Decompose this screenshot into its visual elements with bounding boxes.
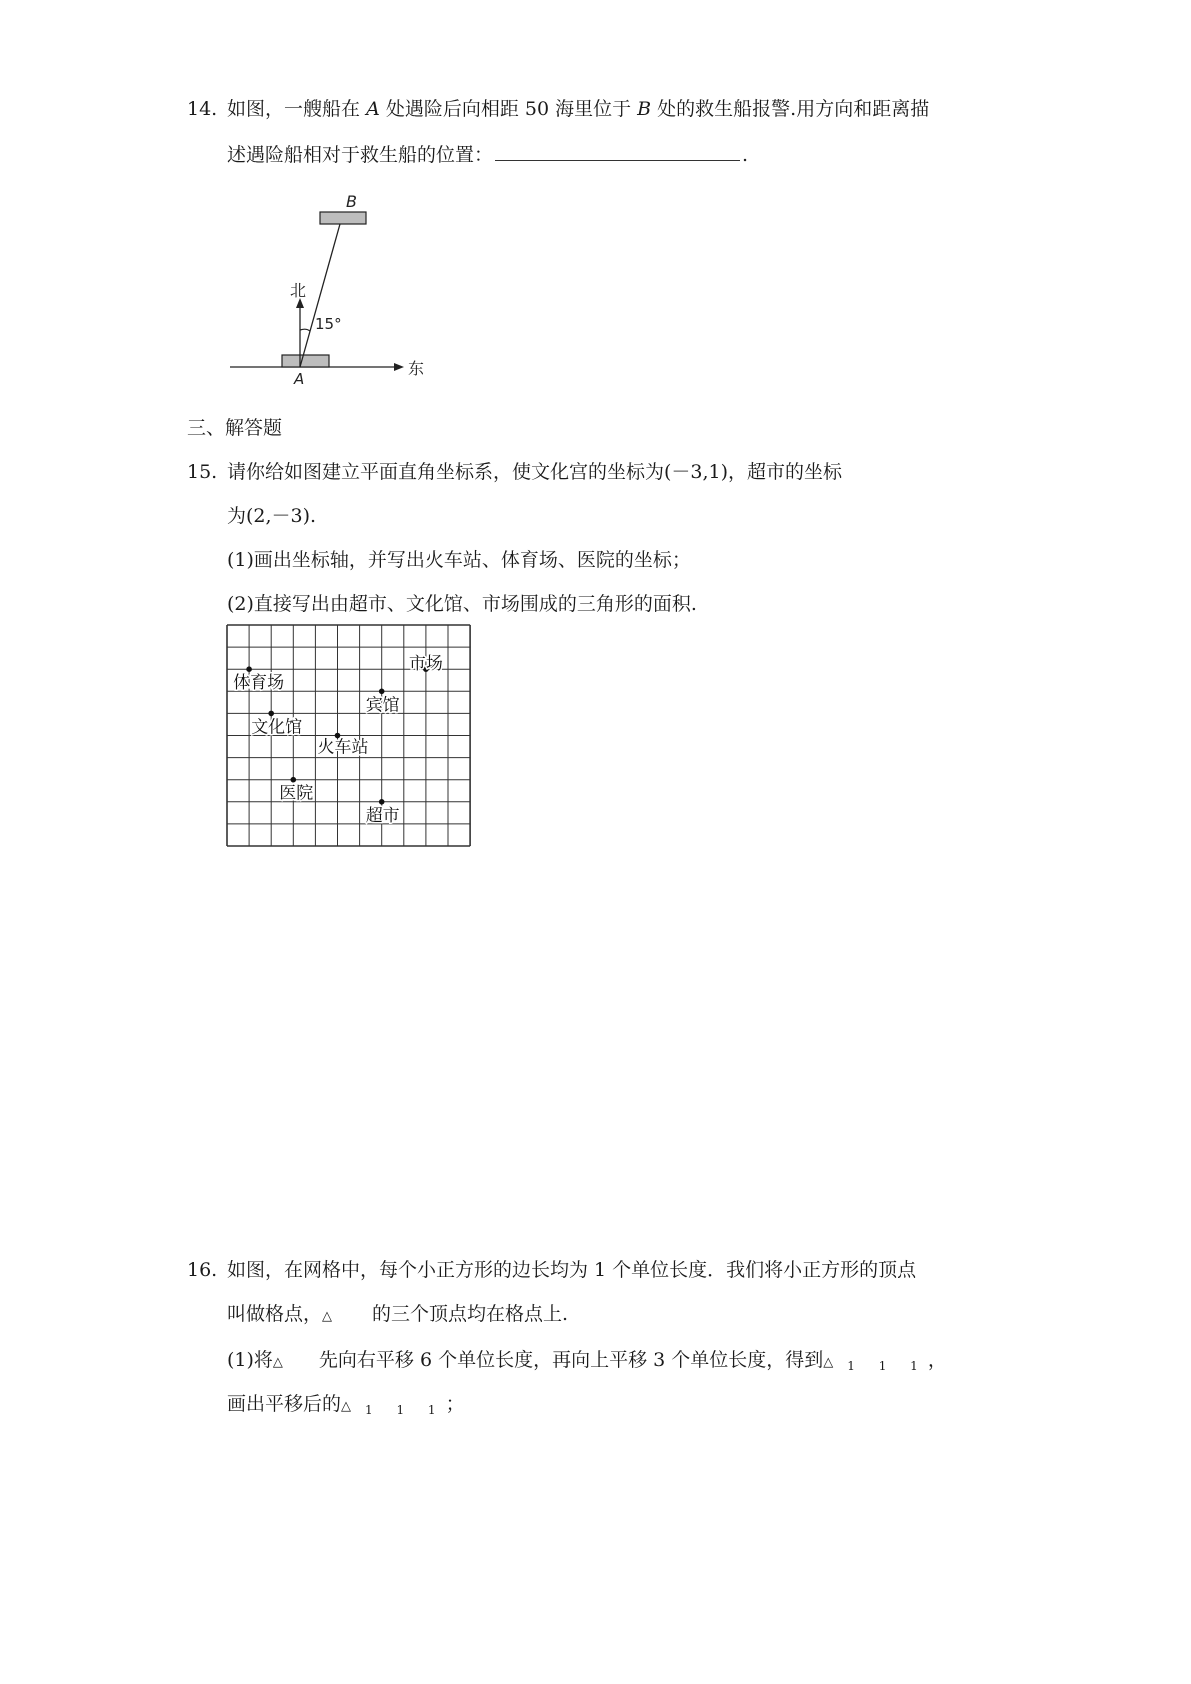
- q14-text-3: 处的救生船报警.用方向和距离描: [657, 98, 930, 120]
- question-16-line-2: [227, 1302, 568, 1329]
- q16-text-1: 叫做格点，: [227, 1303, 323, 1325]
- q14-text-4: 述遇险船相对于救生船的位置：: [227, 144, 494, 166]
- q14-text-1: 如图，一艘船在: [227, 98, 361, 120]
- triangle-symbol: △: [341, 1399, 352, 1414]
- subscripts: 1 1 1: [847, 1359, 928, 1373]
- place-label: 市场: [408, 654, 443, 675]
- angle-arc: [300, 329, 310, 331]
- label-east: 东: [408, 359, 425, 378]
- place-label: 体育场: [233, 673, 285, 694]
- place-label: 超市: [365, 805, 400, 826]
- q16-semicolon: ；: [445, 1393, 465, 1415]
- place-label: 宾馆: [365, 695, 400, 716]
- question-15-part-1: (1)画出坐标轴，并写出火车站、体育场、医院的坐标；: [227, 549, 691, 571]
- place-point: [246, 666, 252, 672]
- section-3-title: 三、解答题: [187, 417, 283, 439]
- question-15-number: 15.: [187, 461, 218, 483]
- subscripts: 1 1 1: [365, 1403, 446, 1417]
- triangle-symbol: △: [322, 1309, 333, 1324]
- question-15-part-2: (2)直接写出由超市、文化馆、市场围成的三角形的面积.: [227, 593, 697, 615]
- label-angle: 15°: [315, 315, 342, 333]
- q16-text-5: 画出平移后的: [227, 1393, 342, 1415]
- q14-period: .: [742, 144, 749, 166]
- q15-grid-map: [226, 624, 472, 852]
- question-15-line-1: 请你给如图建立平面直角坐标系，使文化宫的坐标为(－3,1)，超市的坐标: [227, 461, 843, 483]
- place-point: [379, 689, 385, 695]
- place-label: 火车站: [317, 737, 369, 758]
- ship-b: [320, 212, 366, 224]
- label-a: A: [294, 370, 305, 388]
- place-label: 医院: [279, 783, 314, 804]
- place-point: [268, 711, 274, 717]
- q14-text-2: 处遇险后向相距 50 海里位于: [385, 98, 632, 120]
- label-b: B: [346, 192, 357, 211]
- q16-text-2: 的三个顶点均在格点上.: [372, 1303, 569, 1325]
- question-16-part-1-line-2: [227, 1392, 465, 1422]
- q16-text-4: 先向右平移 6 个单位长度，再向上平移 3 个单位长度，得到: [318, 1349, 824, 1371]
- question-16-line-1: 如图，在网格中，每个小正方形的边长均为 1 个单位长度．我们将小正方形的顶点: [227, 1259, 917, 1281]
- ship-a: [282, 355, 329, 367]
- q14-figure: [0, 0, 1191, 420]
- place-point: [291, 777, 297, 783]
- q16-text-3: (1)将: [227, 1349, 273, 1371]
- place-point: [379, 799, 385, 805]
- label-north: 北: [290, 281, 307, 300]
- triangle-symbol: △: [272, 1355, 283, 1370]
- q14-point-a: A: [366, 98, 380, 120]
- place-label: 文化馆: [251, 717, 303, 738]
- question-16-part-1: [227, 1348, 947, 1378]
- triangle-symbol: △: [823, 1355, 834, 1370]
- question-14-number: 14.: [187, 98, 218, 120]
- q14-point-b: B: [637, 98, 652, 120]
- q16-comma: ，: [927, 1349, 947, 1371]
- question-15-line-2: 为(2,－3).: [227, 505, 317, 527]
- question-16-number: 16.: [187, 1259, 218, 1281]
- east-arrowhead: [394, 363, 404, 371]
